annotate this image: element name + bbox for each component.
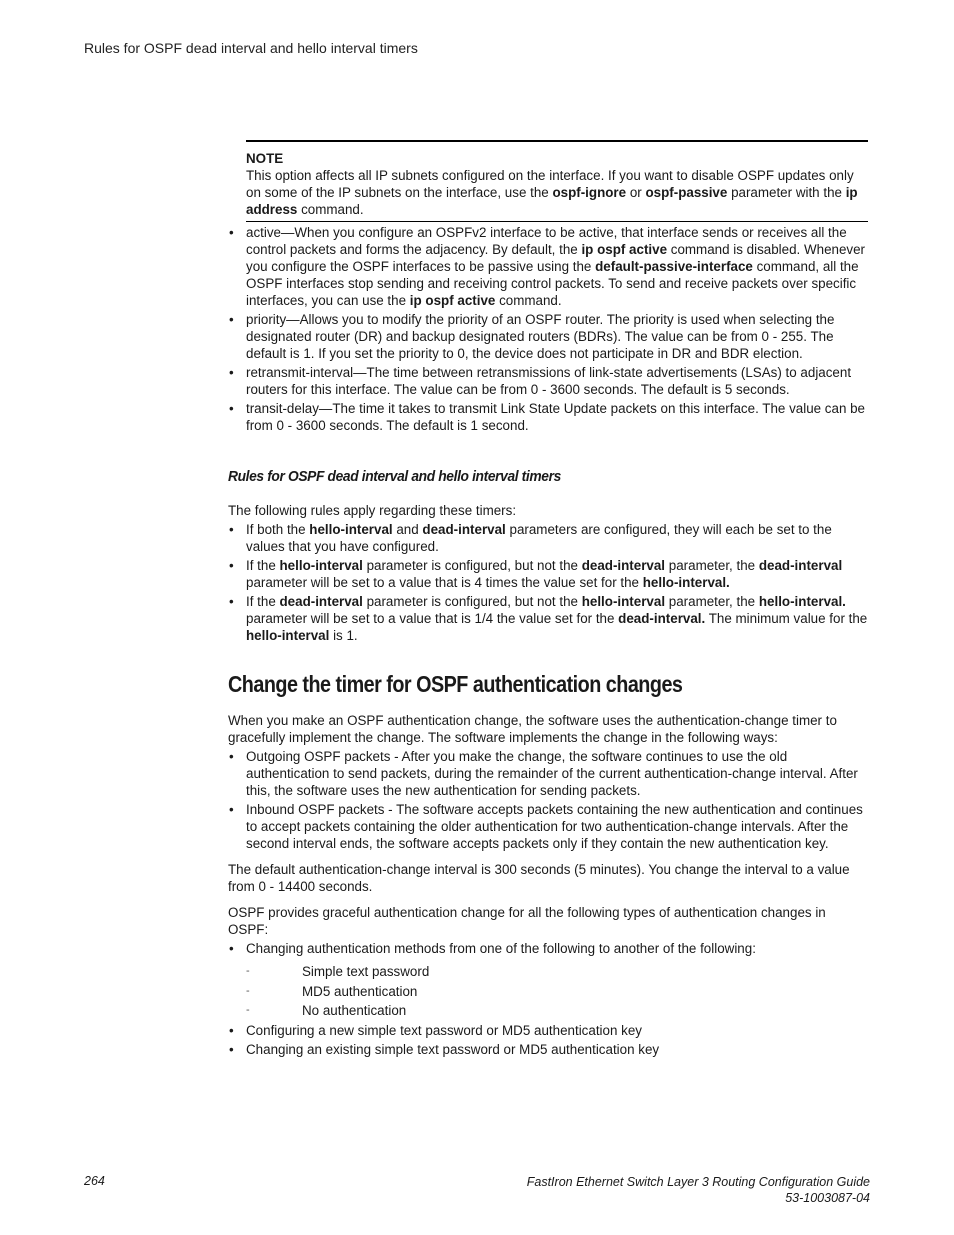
auth-ways-list bbox=[228, 748, 868, 852]
auth-section-heading: Change the timer for OSPF authentication changes bbox=[228, 671, 683, 697]
auth-method-item: - MD5 authentication bbox=[246, 983, 868, 1000]
page-number: 264 bbox=[84, 1174, 105, 1188]
auth-method-item: - No authentication bbox=[246, 1002, 868, 1019]
default-interval-text: The default authentication-change interval is 300 seconds (5 minutes). You change the interval to a value from 0 - 14400 seconds. bbox=[228, 862, 850, 894]
note-label: NOTE bbox=[246, 151, 284, 166]
running-header: Rules for OSPF dead interval and hello interval timers bbox=[84, 40, 418, 56]
doc-number: 53-1003087-04 bbox=[785, 1191, 870, 1205]
change-type-item bbox=[228, 940, 868, 1019]
timer-rules-list bbox=[228, 521, 868, 644]
change-type-item: • Configuring a new simple text password or MD5 authentication key bbox=[228, 1022, 868, 1039]
change-type-text: Changing authentication methods from one of the following to another of the following: bbox=[246, 941, 756, 956]
change-types-list bbox=[228, 940, 868, 1019]
auth-intro: When you make an OSPF authentication change, the software uses the authentication-change timer to gracefully implement the change. The software implements the change in the following ways: bbox=[228, 713, 837, 745]
timer-rule-item: • If the dead-interval parameter is configured, but not the hello-interval parameter, the hello-interval. parameter will be set to a value that is 1/4 the value set for the dead-interval. The minimum value for the hello-interval is 1. bbox=[228, 593, 868, 644]
page-body bbox=[228, 140, 868, 1058]
guide-title: FastIron Ethernet Switch Layer 3 Routing Configuration Guide bbox=[526, 1175, 870, 1189]
graceful-change-text: OSPF provides graceful authentication change for all the following types of authentication changes in OSPF: bbox=[228, 905, 826, 937]
auth-methods-list bbox=[246, 963, 868, 1019]
timers-section-heading: Rules for OSPF dead interval and hello interval timers bbox=[228, 468, 561, 485]
parameter-list bbox=[228, 224, 868, 434]
change-types-list-continued bbox=[228, 1022, 868, 1058]
parameter-item-retransmit-interval: • retransmit-interval—The time between retransmissions of link-state advertisements (LSAs) to adjacent routers for this interface. The value can be from 0 - 3600 seconds. The default is 5 seconds. bbox=[228, 364, 868, 398]
note-box bbox=[246, 140, 868, 222]
parameter-item-priority: • priority—Allows you to modify the priority of an OSPF router. The priority is used when selecting the designated router (DR) and backup designated routers (BDRs). The value can be from 0 - 255. The default is 1. If you set the priority to 0, the device does not participate in DR and BDR election. bbox=[228, 311, 868, 362]
auth-method-item: - Simple text password bbox=[246, 963, 868, 980]
parameter-item-transit-delay: • transit-delay—The time it takes to transmit Link State Update packets on this interface. The value can be from 0 - 3600 seconds. The default is 1 second. bbox=[228, 400, 868, 434]
note-text: This option affects all IP subnets configured on the interface. If you want to disable OSPF updates only on some of the IP subnets on the interface, use the ospf-ignore or ospf-passive parameter with the ip address command. bbox=[246, 168, 858, 217]
footer-doc-info bbox=[527, 1174, 870, 1206]
change-type-item: • Changing an existing simple text password or MD5 authentication key bbox=[228, 1041, 868, 1058]
timers-intro: The following rules apply regarding these timers: bbox=[228, 503, 517, 518]
auth-way-item: • Outgoing OSPF packets - After you make the change, the software continues to use the old authentication to send packets, during the remainder of the current authentication-change interval. After this, the software uses the new authentication for sending packets. bbox=[228, 748, 868, 799]
parameter-item-active: • active—When you configure an OSPFv2 interface to be active, that interface sends or receives all the control packets and forms the adjacency. By default, the ip ospf active command is disabled. Whenever you configure the OSPF interfaces to be passive using the default-passive-interface command, all the OSPF interfaces stop sending and receiving control packets. To send and receive packets over specific interfaces, you can use the ip ospf active command. bbox=[228, 224, 868, 309]
auth-way-item: • Inbound OSPF packets - The software accepts packets containing the new authentication and continues to accept packets containing the older authentication for two authentication-change intervals. After the second interval ends, the software accepts packets only if they contain the new authentication key. bbox=[228, 801, 868, 852]
timer-rule-item: • If both the hello-interval and dead-interval parameters are configured, they will each be set to the values that you have configured. bbox=[228, 521, 868, 555]
timer-rule-item: • If the hello-interval parameter is configured, but not the dead-interval parameter, the dead-interval parameter will be set to a value that is 4 times the value set for the hello-interval. bbox=[228, 557, 868, 591]
